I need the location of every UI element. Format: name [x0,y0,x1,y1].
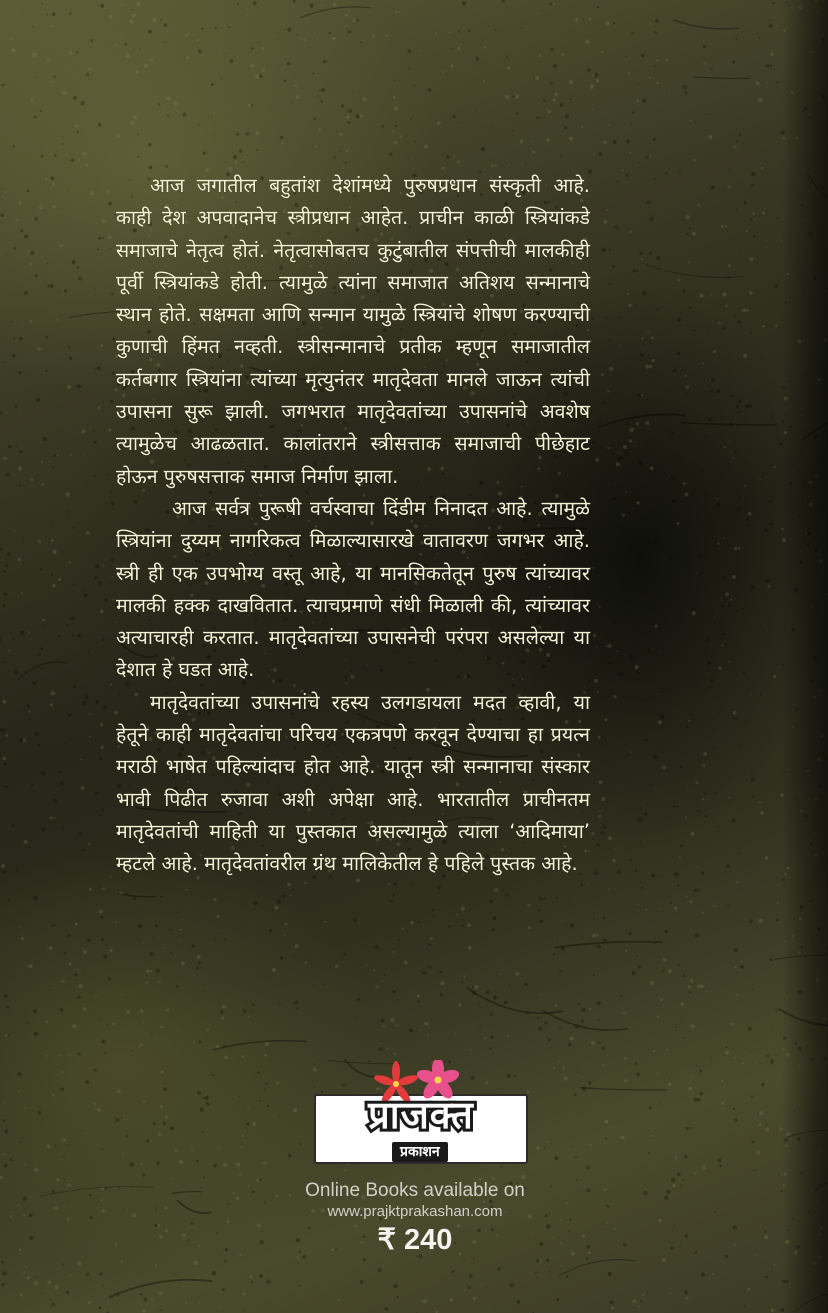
publisher-logo [314,1060,528,1167]
publisher-name: प्राजक्त [368,1093,474,1137]
spine-shadow [782,0,828,1313]
blurb-paragraph: आज जगातील बहुतांश देशांमध्ये पुरुषप्रधान संस्कृती आहे. काही देश अपवादानेच स्त्रीप्रधान आहेत. प्राचीन काळी स्त्रियांकडे समाजाचे नेतृत्व होतं. नेतृत्वासोबतच कुटुंबातील संपत्तीची मालकीही पूर्वी स्त्रियांकडे होती. त्यामुळे त्यांना समाजात अतिशय सन्मानाचे स्थान होते. सक्षमता आणि सन्मान यामुळे स्त्रियांचे शोषण करण्याची कुणाची हिंमत नव्हती. स्त्रीसन्मानाचे प्रतीक म्हणून समाजातील कर्तबगार स्त्रियांना त्यांच्या मृत्युनंतर मातृदेवता मानले जाऊन त्यांची उपासना सुरू झाली. जगभरात मातृदेवतांच्या उपासनांचे अवशेष त्यामुळेच आढळतात. कालांतराने स्त्रीसत्ताक समाजाची पीछेहाट होऊन पुरुषसत्ताक समाज निर्माण झाला. [116,174,590,488]
publisher-subtitle: प्रकाशन [392,1142,448,1162]
price-label: ₹ 240 [377,1224,453,1256]
blurb-text [116,170,590,881]
blurb-paragraph: मातृदेवतांच्या उपासनांचे रहस्य उलगडायला मदत व्हावी, या हेतूने काही मातृदेवतांचा परिचय एकत्रपणे करवून देण्याचा हा प्रयत्न मराठी भाषेत पहिल्यांदाच होत आहे. यातून स्त्री सन्मानाचा संस्कार भावी पिढीत रुजावा अशी अपेक्षा आहे. भारतातील प्राचीनतम मातृदेवतांची माहिती या पुस्तकात असल्यामुळे त्याला ‘आदिमाया’ म्हटले आहे. मातृदेवतांवरील ग्रंथ मालिकेतील हे पहिले पुस्तक आहे. [116,690,590,876]
blurb-paragraph: आज सर्वत्र पुरूषी वर्चस्वाचा दिंडीम निनादत आहे. त्यामुळे स्त्रियांना दुय्यम नागरिकत्व मिळाल्यासारखे वातावरण जगभर आहे. स्त्री ही एक उपभोग्य वस्तू आहे, या मानसिकतेतून पुरुष त्यांच्यावर मालकी हक्क दाखवितात. त्याचप्रमाणे संधी मिळाली की, त्यांच्यावर अत्याचारही करतात. मातृदेवतांच्या उपासनेची परंपरा असलेल्या या देशात हे घडत आहे. [116,496,590,682]
online-books-note: Online Books available on [305,1180,525,1201]
website-url: www.prajktprakashan.com [327,1203,503,1220]
